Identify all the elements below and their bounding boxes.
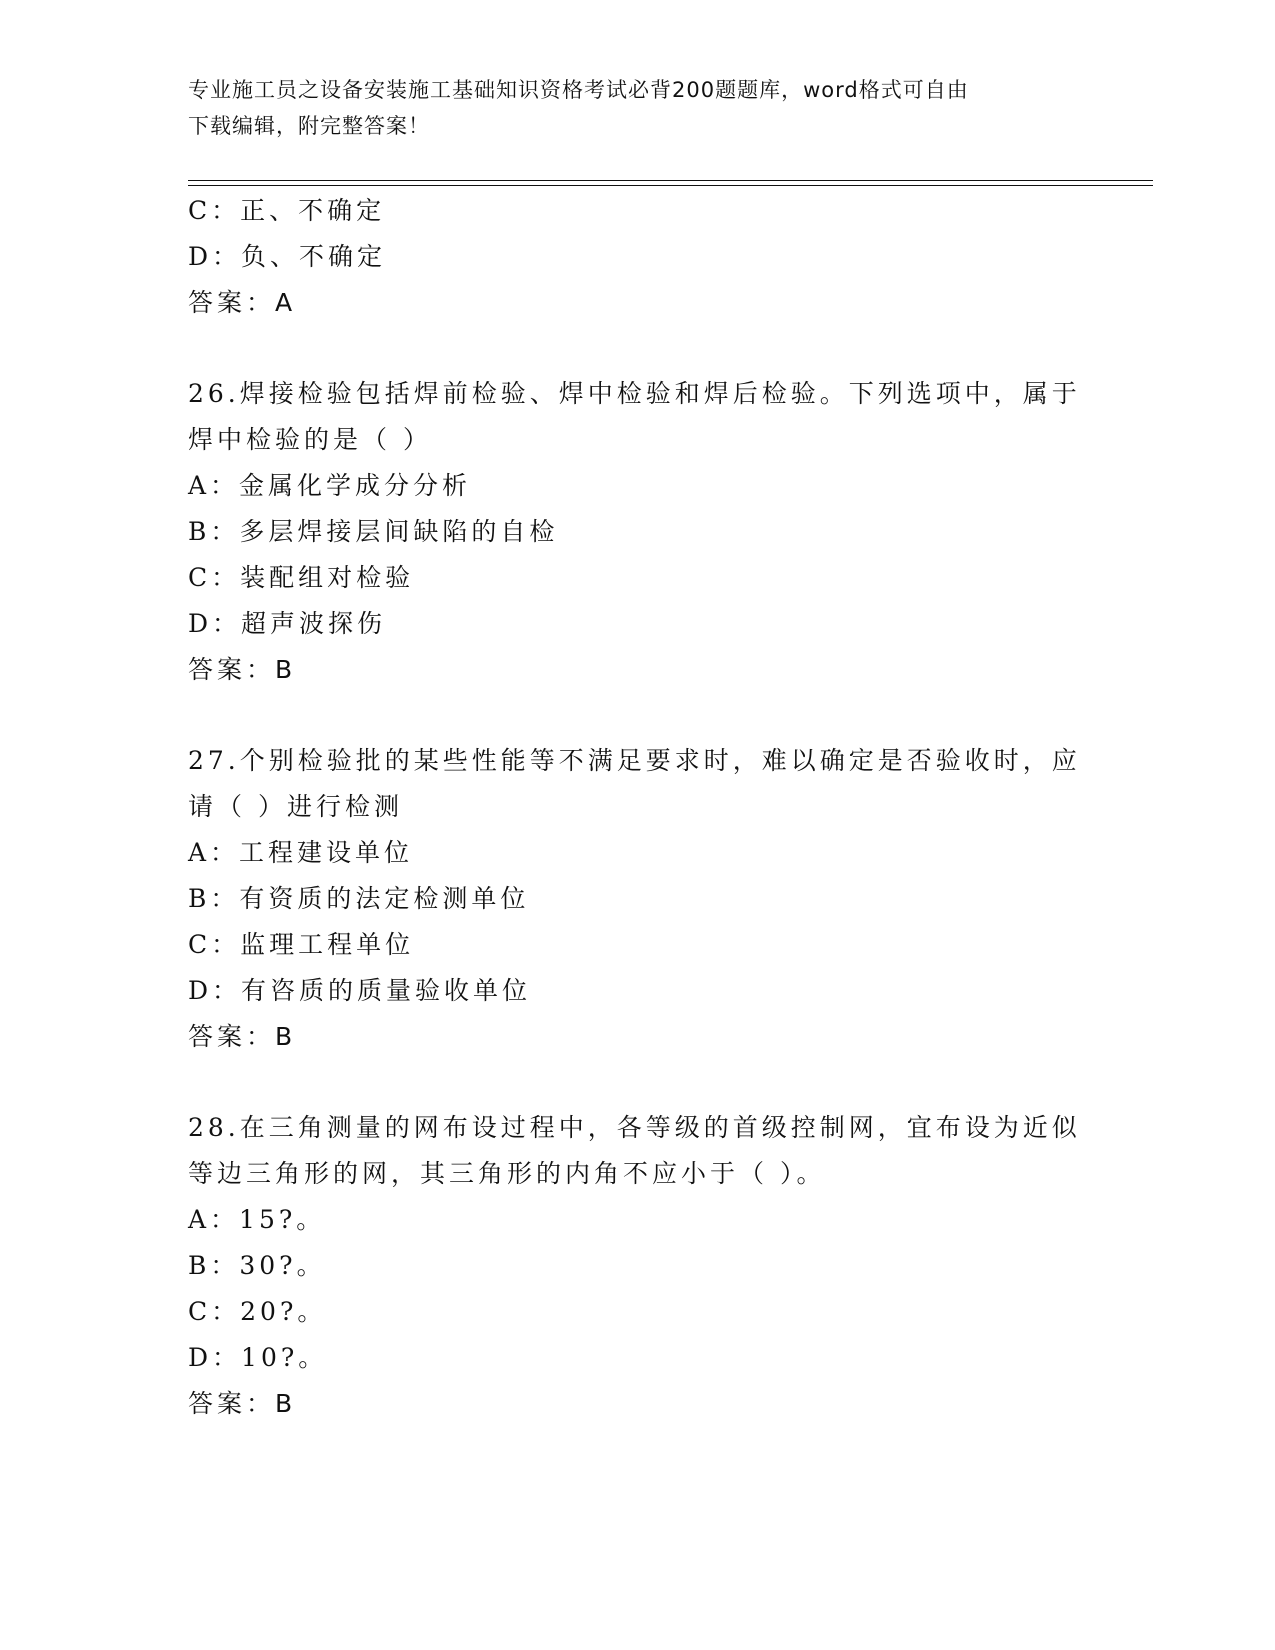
question-stem: 27.个别检验批的某些性能等不满足要求时，难以确定是否验收时，应 [188,746,1081,775]
option-d: D：超声波探伤 [188,609,387,638]
header-divider-top [188,180,1153,181]
option-b: B：30?。 [188,1251,326,1280]
option-c: C：装配组对检验 [188,563,415,592]
answer-line: 答案：A [188,288,297,317]
header-title-line-2: 下载编辑，附完整答案！ [188,114,430,138]
question-stem: 等边三角形的网，其三角形的内角不应小于（ ）。 [188,1159,826,1188]
option-a: A：工程建设单位 [188,838,414,867]
question-28 [188,1105,1088,1427]
option-d: D：负、不确定 [188,242,387,271]
question-stem: 焊中检验的是（ ） [188,425,432,454]
option-d: D：有咨质的质量验收单位 [188,976,532,1005]
answer-line: 答案：B [188,1022,297,1051]
option-c: C：正、不确定 [188,196,386,225]
answer-line: 答案：B [188,1389,297,1418]
question-26 [188,371,1088,693]
option-a: A：金属化学成分分析 [188,471,472,500]
question-stem: 请（ ）进行检测 [188,792,403,821]
option-b: B：有资质的法定检测单位 [188,884,530,913]
question-27 [188,738,1088,1060]
option-b: B：多层焊接层间缺陷的自检 [188,517,559,546]
document-header [188,72,1088,144]
prev-question-block [188,188,1088,326]
answer-line: 答案：B [188,655,297,684]
option-d: D：10?。 [188,1343,328,1372]
header-title-line-1: 专业施工员之设备安装施工基础知识资格考试必背200题题库，word格式可自由 [188,78,969,102]
question-stem: 28.在三角测量的网布设过程中，各等级的首级控制网，宜布设为近似 [188,1113,1081,1142]
option-a: A：15?。 [188,1205,326,1234]
option-c: C：20?。 [188,1297,327,1326]
option-c: C：监理工程单位 [188,930,415,959]
question-stem: 26.焊接检验包括焊前检验、焊中检验和焊后检验。下列选项中，属于 [188,379,1081,408]
question-content [188,188,1088,1427]
header-divider-bottom [188,185,1153,186]
